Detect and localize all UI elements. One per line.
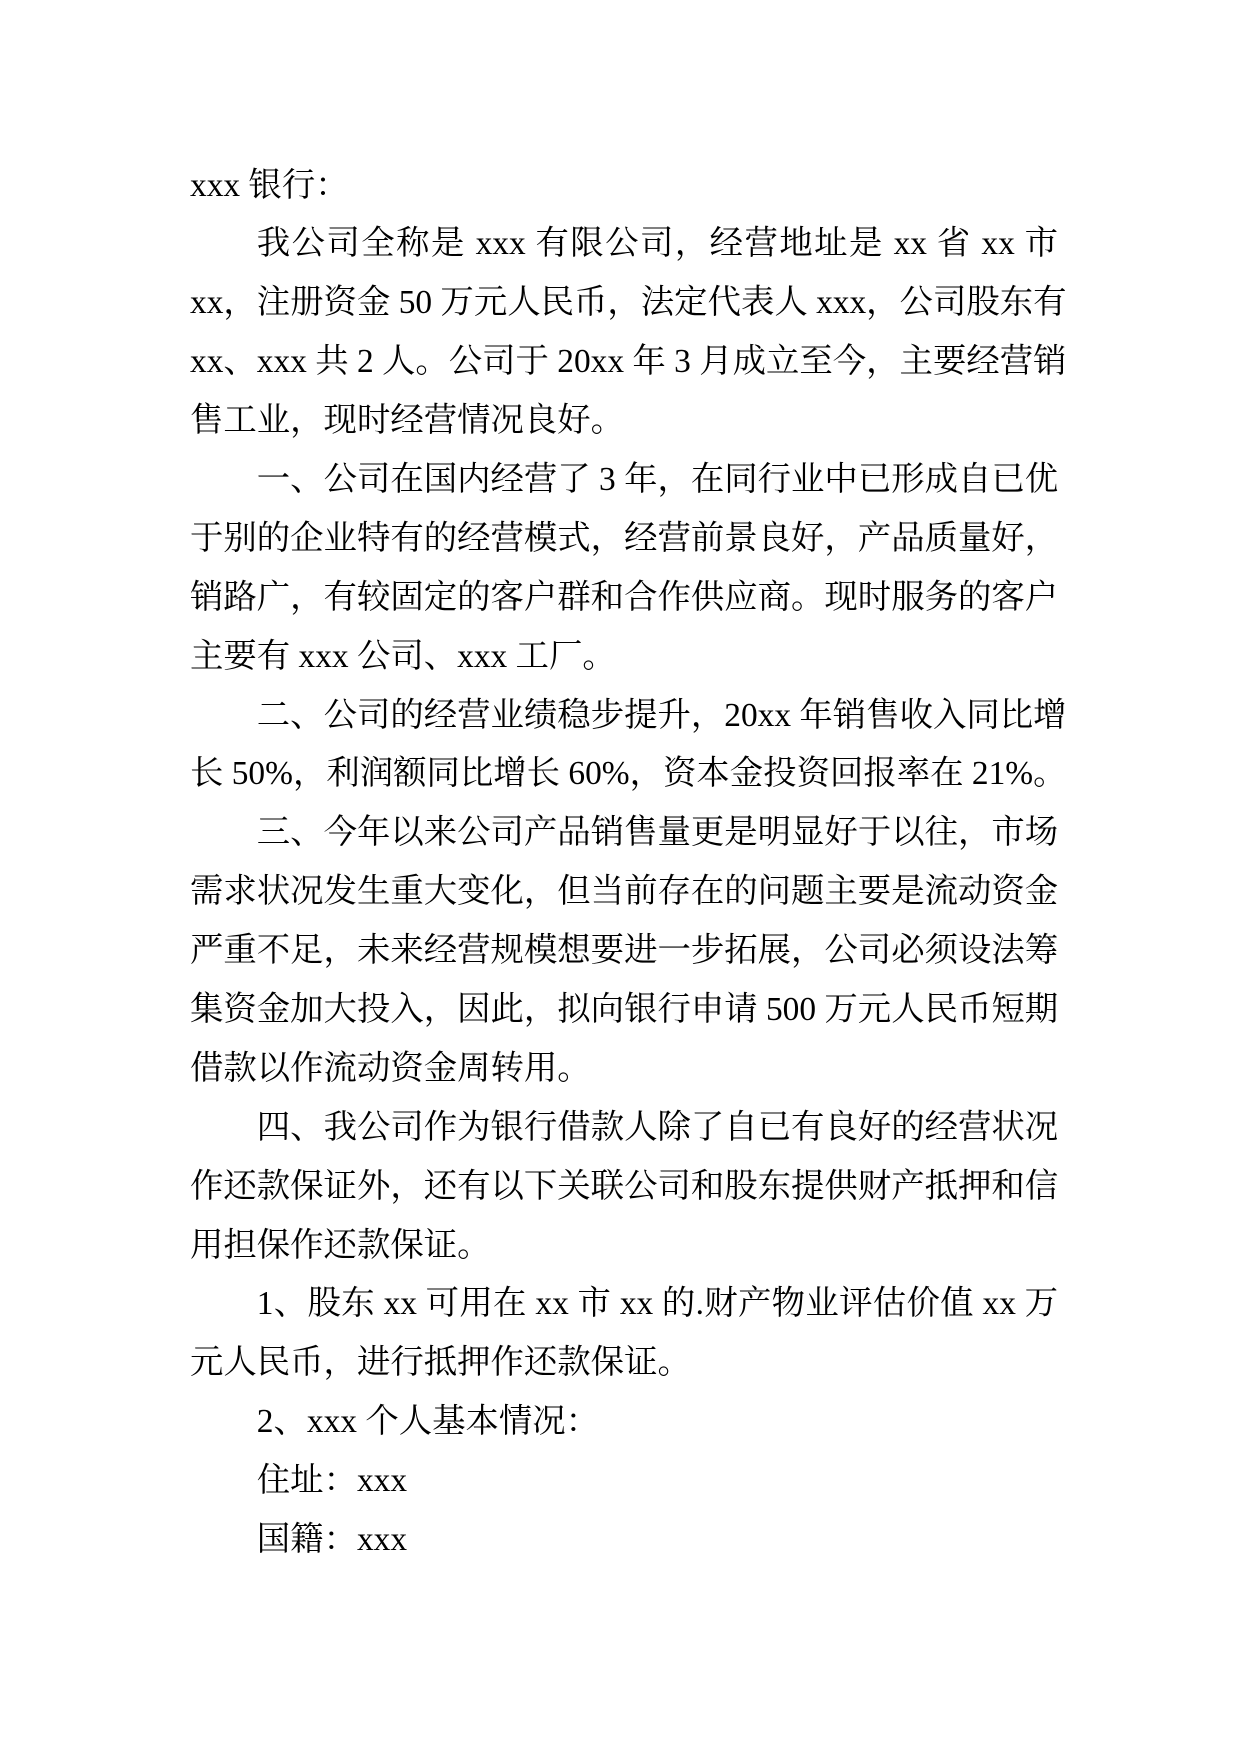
paragraph-line: 需求状况发生重大变化，但当前存在的问题主要是流动资金 xyxy=(190,873,1059,911)
point-two-paragraph xyxy=(190,687,1067,805)
paragraph-line: 元人民币，进行抵押作还款保证。 xyxy=(190,1344,691,1382)
address-field xyxy=(190,1452,1058,1511)
paragraph-line: 二、公司的经营业绩稳步提升，20xx 年销售收入同比增 xyxy=(256,696,1067,734)
paragraph-line: 2、xxx 个人基本情况： xyxy=(256,1403,600,1441)
paragraph-line: 我公司全称是 xxx 有限公司，经营地址是 xx 省 xx 市 xyxy=(256,225,1058,263)
paragraph-line: 长 50%，利润额同比增长 60%，资本金投资回报率在 21%。 xyxy=(190,755,1067,793)
paragraph-line: 三、今年以来公司产品销售量更是明显好于以往，市场 xyxy=(256,814,1059,852)
paragraph-line: 于别的企业特有的经营模式，经营前景良好，产品质量好， xyxy=(190,519,1059,557)
paragraph-line: xx，注册资金 50 万元人民币，法定代表人 xxx，公司股东有 xyxy=(190,284,1067,322)
paragraph-line: 国籍：xxx xyxy=(256,1520,408,1558)
guarantee-item-one-paragraph xyxy=(190,1275,1058,1393)
paragraph-line: 四、我公司作为银行借款人除了自已有良好的经营状况 xyxy=(256,1108,1059,1146)
paragraph-line: 作还款保证外，还有以下关联公司和股东提供财产抵押和信 xyxy=(190,1167,1059,1205)
point-four-paragraph xyxy=(190,1099,1058,1276)
paragraph-line: 销路广，有较固定的客户群和合作供应商。现时服务的客户 xyxy=(190,578,1059,616)
paragraph-line: xx、xxx 共 2 人。公司于 20xx 年 3 月成立至今，主要经营销 xyxy=(190,343,1067,381)
nationality-field xyxy=(190,1511,1058,1570)
paragraph-line: 1、股东 xx 可用在 xx 市 xx 的.财产物业评估价值 xx 万 xyxy=(256,1285,1058,1323)
paragraph-line: 用担保作还款保证。 xyxy=(190,1226,491,1264)
paragraph-line: 主要有 xxx 公司、xxx 工厂。 xyxy=(190,637,616,675)
point-three-paragraph xyxy=(190,804,1058,1098)
point-one-paragraph xyxy=(190,451,1058,687)
paragraph-line: 住址：xxx xyxy=(256,1462,408,1500)
paragraph-line: 严重不足，未来经营规模想要进一步拓展，公司必须设法筹 xyxy=(190,932,1059,970)
paragraph-line: 售工业，现时经营情况良好。 xyxy=(190,402,625,440)
paragraph-line: 一、公司在国内经营了 3 年，在同行业中已形成自已优 xyxy=(256,460,1059,498)
company-intro-paragraph xyxy=(190,215,1067,451)
paragraph-line: 集资金加大投入，因此，拟向银行申请 500 万元人民币短期 xyxy=(190,990,1059,1028)
paragraph-line: 借款以作流动资金周转用。 xyxy=(190,1049,591,1087)
guarantee-item-two-heading xyxy=(190,1393,1058,1452)
salutation: xxx 银行： xyxy=(190,166,349,204)
letter-body xyxy=(190,157,1067,1570)
